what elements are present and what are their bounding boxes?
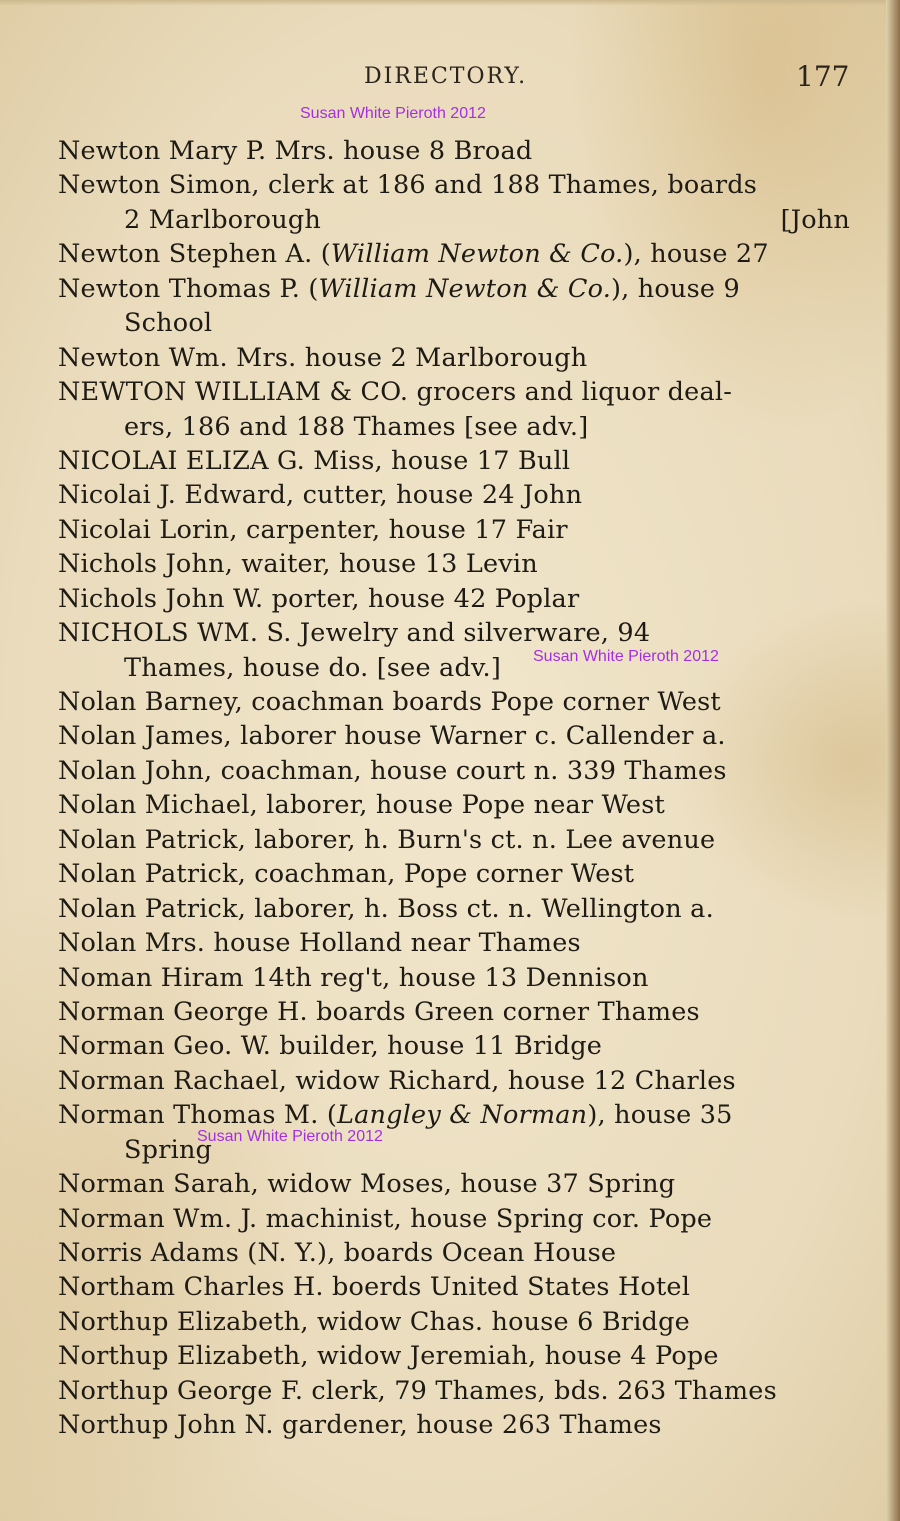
firm-name: Langley & Norman <box>337 1100 588 1131</box>
entry-line: ers, 186 and 188 Thames [see adv.] <box>124 411 589 442</box>
watermark: Susan White Pieroth 2012 <box>533 648 719 665</box>
entry-line <box>58 237 858 271</box>
entry-line: Nolan Michael, laborer, house Pope near West <box>58 790 665 821</box>
entry-text: ), house 35 <box>587 1100 733 1131</box>
entry-line: Northup Elizabeth, widow Chas. house 6 Bridge <box>58 1306 690 1337</box>
entry-line: Nolan Mrs. house Holland near Thames <box>58 928 581 959</box>
firm-name: William Newton & Co. <box>330 239 624 270</box>
entry-text: 2 Marlborough <box>124 204 321 235</box>
directory-entries <box>58 134 858 1443</box>
entry-line: NICHOLS WM. S. Jewelry and silverware, 94 <box>58 618 651 649</box>
entry-text: ), house 27 <box>623 239 769 270</box>
entry-line <box>58 203 858 237</box>
entry-line: Norris Adams (N. Y.), boards Ocean House <box>58 1238 617 1268</box>
entry-line: Norman Geo. W. builder, house 11 Bridge <box>58 1031 603 1062</box>
entry-text: Newton Stephen A. ( <box>58 239 331 270</box>
entry-line: Norman Wm. J. machinist, house Spring cor. Pope <box>58 1203 713 1234</box>
watermark: Susan White Pieroth 2012 <box>300 105 486 122</box>
page-number: 177 <box>796 60 850 93</box>
entry-text: Newton Thomas P. ( <box>58 273 319 304</box>
entry-line: Newton Wm. Mrs. house 2 Marlborough <box>58 342 588 373</box>
entry-text: [John <box>780 204 850 235</box>
entry-line: Nichols John W. porter, house 42 Poplar <box>58 583 580 614</box>
entry-line: Nicolai Lorin, carpenter, house 17 Fair <box>58 514 568 545</box>
entry-line: Nolan James, laborer house Warner c. Callender a. <box>58 721 726 752</box>
entry-line: Norman George H. boards Green corner Thames <box>58 996 700 1027</box>
entry-line: Nolan Patrick, laborer, h. Burn's ct. n. Lee avenue <box>58 824 716 855</box>
entry-line: Spring <box>124 1134 213 1165</box>
running-head: DIRECTORY. <box>364 64 528 89</box>
firm-name: William Newton & Co. <box>318 273 612 304</box>
entry-line: Nolan Barney, coachman boards Pope corner West <box>58 687 721 717</box>
entry-line: Newton Simon, clerk at 186 and 188 Thames, boards <box>58 170 758 201</box>
entry-line: Nicolai J. Edward, cutter, house 24 John <box>58 480 583 511</box>
entry-text: Norman Thomas M. ( <box>58 1100 337 1131</box>
watermark: Susan White Pieroth 2012 <box>197 1128 383 1145</box>
entry-line: Nolan Patrick, laborer, h. Boss ct. n. Wellington a. <box>58 893 714 924</box>
entry-line: Northup George F. clerk, 79 Thames, bds. 263 Thames <box>58 1375 777 1406</box>
entry-line <box>58 272 858 306</box>
entry-line: Thames, house do. [see adv.] <box>124 652 502 683</box>
page-right-edge <box>886 0 900 1521</box>
entry-line: Norman Rachael, widow Richard, house 12 Charles <box>58 1065 736 1096</box>
page-top-edge <box>0 0 900 6</box>
entry-text: ), house 9 <box>611 273 740 304</box>
entry-line: Northam Charles H. boerds United States Hotel <box>58 1272 691 1303</box>
entry-line: Nichols John, waiter, house 13 Levin <box>58 549 538 580</box>
entry-line: Newton Mary P. Mrs. house 8 Broad <box>58 136 533 166</box>
entry-line: Nolan John, coachman, house court n. 339 Thames <box>58 755 727 786</box>
entry-line: Northup Elizabeth, widow Jeremiah, house 4 Pope <box>58 1341 719 1372</box>
entry-line: School <box>124 308 213 339</box>
entry-line: Norman Sarah, widow Moses, house 37 Spring <box>58 1169 676 1200</box>
entry-line: NEWTON WILLIAM & CO. grocers and liquor deal- <box>58 377 733 408</box>
entry-line: NICOLAI ELIZA G. Miss, house 17 Bull <box>58 445 571 476</box>
entry-line: Noman Hiram 14th reg't, house 13 Dennison <box>58 962 649 993</box>
entry-line: Nolan Patrick, coachman, Pope corner West <box>58 859 635 890</box>
entry-line: Northup John N. gardener, house 263 Thames <box>58 1410 662 1441</box>
entry-line <box>58 1098 858 1132</box>
